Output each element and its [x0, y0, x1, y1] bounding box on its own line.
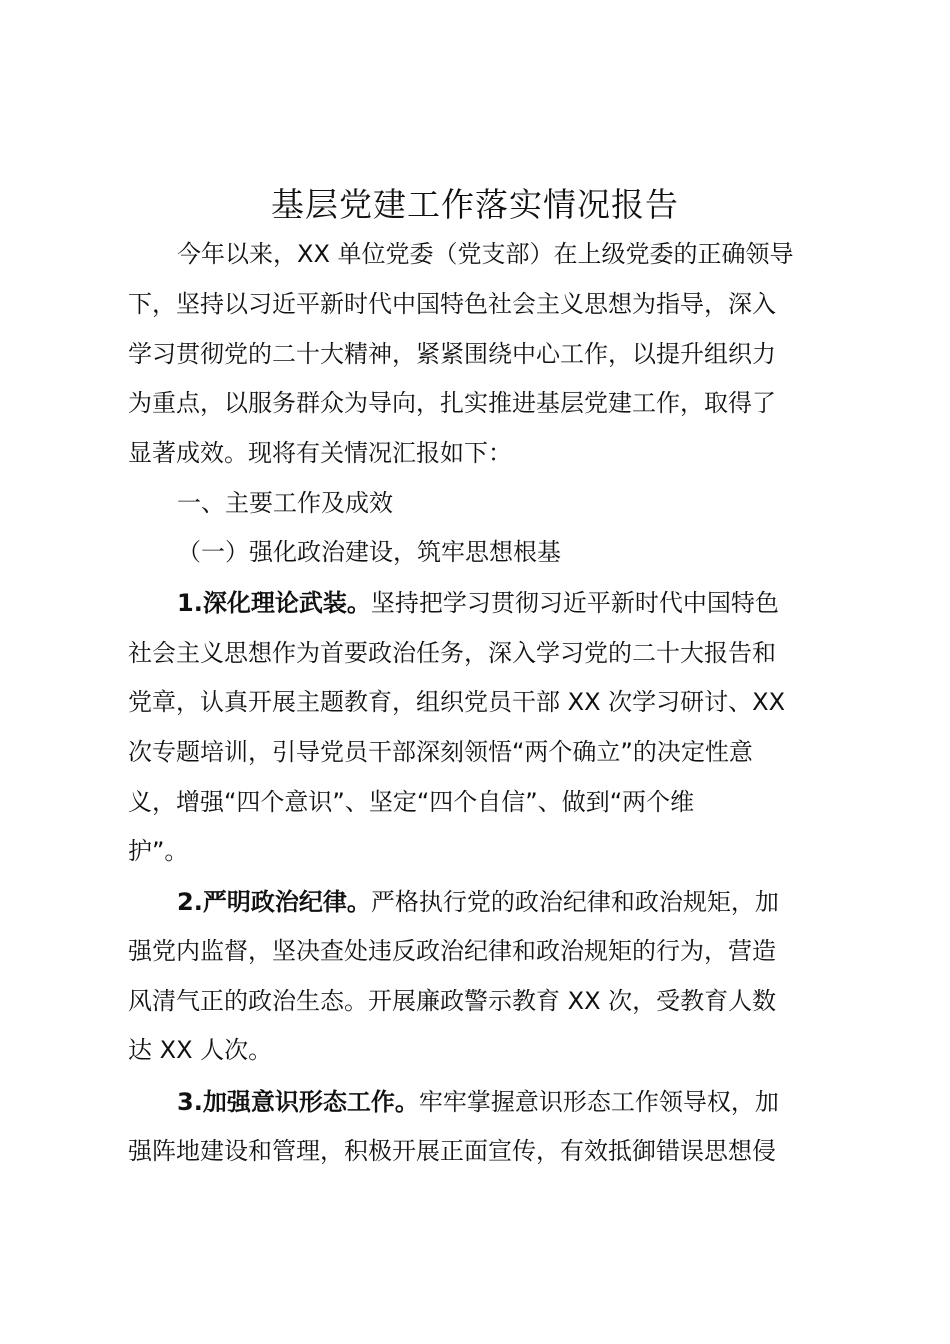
item1-label: 1.深化理论武装。 — [177, 589, 371, 617]
intro-line: 学习贯彻党的二十大精神，紧紧围绕中心工作，以提升组织力 — [128, 340, 776, 368]
item2-line: 风清气正的政治生态。开展廉政警示教育 XX 次，受教育人数 — [128, 987, 777, 1015]
item1-first-line — [177, 586, 838, 620]
intro-line: 显著成效。现将有关情况汇报如下： — [128, 439, 512, 467]
subsection-heading: （一）强化政治建设，筑牢思想根基 — [177, 538, 561, 566]
item1-line: 护”。 — [128, 837, 189, 865]
item1-text: 坚持把学习贯彻习近平新时代中国特色 — [370, 589, 779, 617]
section-heading: 一、主要工作及成效 — [177, 489, 393, 517]
intro-line: 下，坚持以习近平新时代中国特色社会主义思想为指导，深入 — [128, 290, 776, 318]
document-title: 基层党建工作落实情况报告 — [271, 185, 679, 224]
item1-line: 社会主义思想作为首要政治任务，深入学习党的二十大报告和 — [128, 639, 776, 667]
item3-label: 3.加强意识形态工作。 — [177, 1088, 419, 1116]
item1-line: 党章，认真开展主题教育，组织党员干部 XX 次学习研讨、XX — [128, 688, 786, 716]
item3-line: 强阵地建设和管理，积极开展正面宣传，有效抵御错误思想侵 — [128, 1137, 776, 1165]
item3-first-line — [177, 1085, 838, 1119]
item2-label: 2.严明政治纪律。 — [177, 888, 371, 916]
item2-line: 达 XX 人次。 — [128, 1036, 273, 1064]
item2-line: 强党内监督，坚决查处违反政治纪律和政治规矩的行为，营造 — [128, 937, 776, 965]
intro-line: 今年以来，XX 单位党委（党支部）在上级党委的正确领导 — [177, 240, 794, 268]
item2-text: 严格执行党的政治纪律和政治规矩，加 — [370, 888, 779, 916]
intro-line: 为重点，以服务群众为导向，扎实推进基层党建工作，取得了 — [128, 389, 776, 417]
item2-first-line — [177, 885, 838, 919]
item1-line: 次专题培训，引导党员干部深刻领悟“两个确立”的决定性意 — [128, 738, 753, 766]
item1-line: 义，增强“四个意识”、坚定“四个自信”、做到“两个维 — [128, 788, 695, 816]
item3-text: 牢牢掌握意识形态工作领导权，加 — [418, 1088, 779, 1116]
